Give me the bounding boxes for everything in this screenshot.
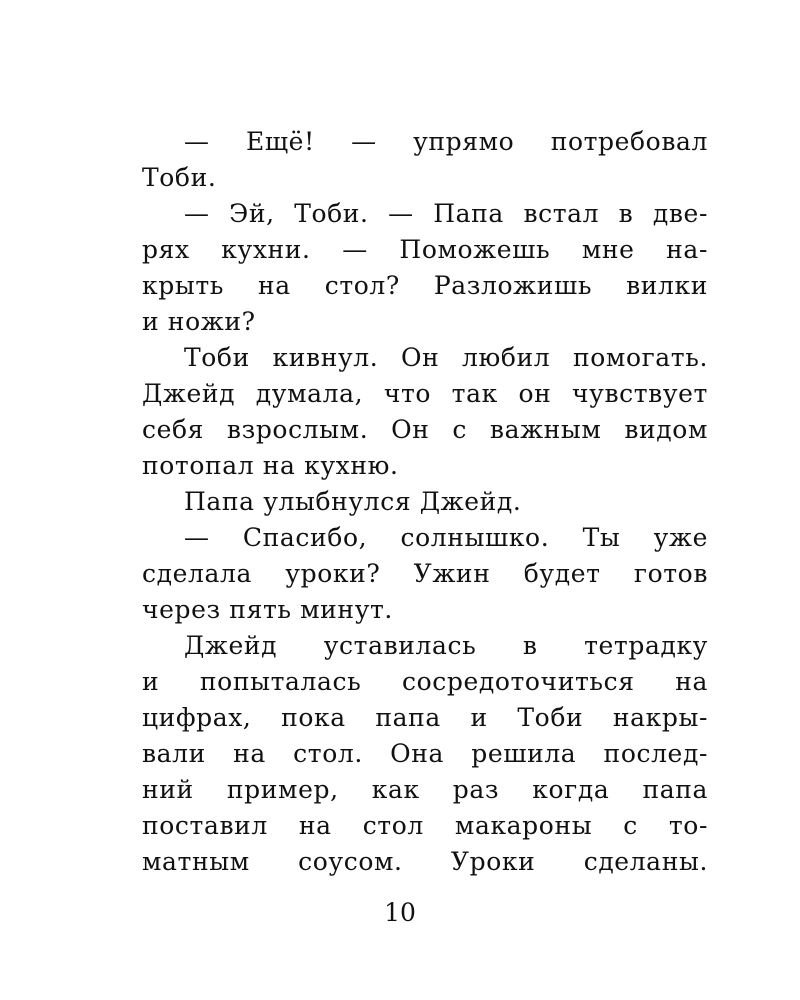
text-line: — Эй, Тоби. — Папа встал в две- bbox=[184, 199, 708, 228]
body-text bbox=[142, 124, 708, 880]
text-line: и ножи? bbox=[142, 307, 256, 336]
text-line: через пять минут. bbox=[142, 595, 393, 624]
paragraph bbox=[142, 196, 708, 340]
text-line: цифрах, пока папа и Тоби накры- bbox=[142, 703, 708, 732]
text-line: поставил на стол макароны с то- bbox=[142, 811, 708, 840]
text-line: Тоби. bbox=[142, 163, 217, 192]
paragraph bbox=[142, 520, 708, 628]
text-line: крыть на стол? Разложишь вилки bbox=[142, 271, 708, 300]
text-line: вали на стол. Она решила послед- bbox=[142, 739, 708, 768]
paragraph bbox=[142, 484, 708, 520]
text-line: себя взрослым. Он с важным видом bbox=[142, 415, 708, 444]
text-line: — Спасибо, солнышко. Ты уже bbox=[184, 523, 708, 552]
paragraph bbox=[142, 124, 708, 196]
paragraph bbox=[142, 340, 708, 484]
text-line: матным соусом. Уроки сделаны. bbox=[142, 847, 708, 876]
page-number: 10 bbox=[384, 898, 416, 927]
text-line: Папа улыбнулся Джейд. bbox=[184, 487, 522, 516]
text-line: и попыталась сосредоточиться на bbox=[142, 667, 708, 696]
paragraph bbox=[142, 628, 708, 880]
text-line: Тоби кивнул. Он любил помогать. bbox=[184, 343, 708, 372]
text-line: ний пример, как раз когда папа bbox=[142, 775, 708, 804]
text-line: Джейд думала, что так он чувствует bbox=[142, 379, 708, 408]
text-line: сделала уроки? Ужин будет готов bbox=[142, 559, 708, 588]
text-line: рях кухни. — Поможешь мне на- bbox=[142, 235, 708, 264]
text-line: — Ещё! — упрямо потребовал bbox=[184, 127, 708, 156]
text-line: Джейд уставилась в тетрадку bbox=[184, 631, 708, 660]
text-line: потопал на кухню. bbox=[142, 451, 399, 480]
